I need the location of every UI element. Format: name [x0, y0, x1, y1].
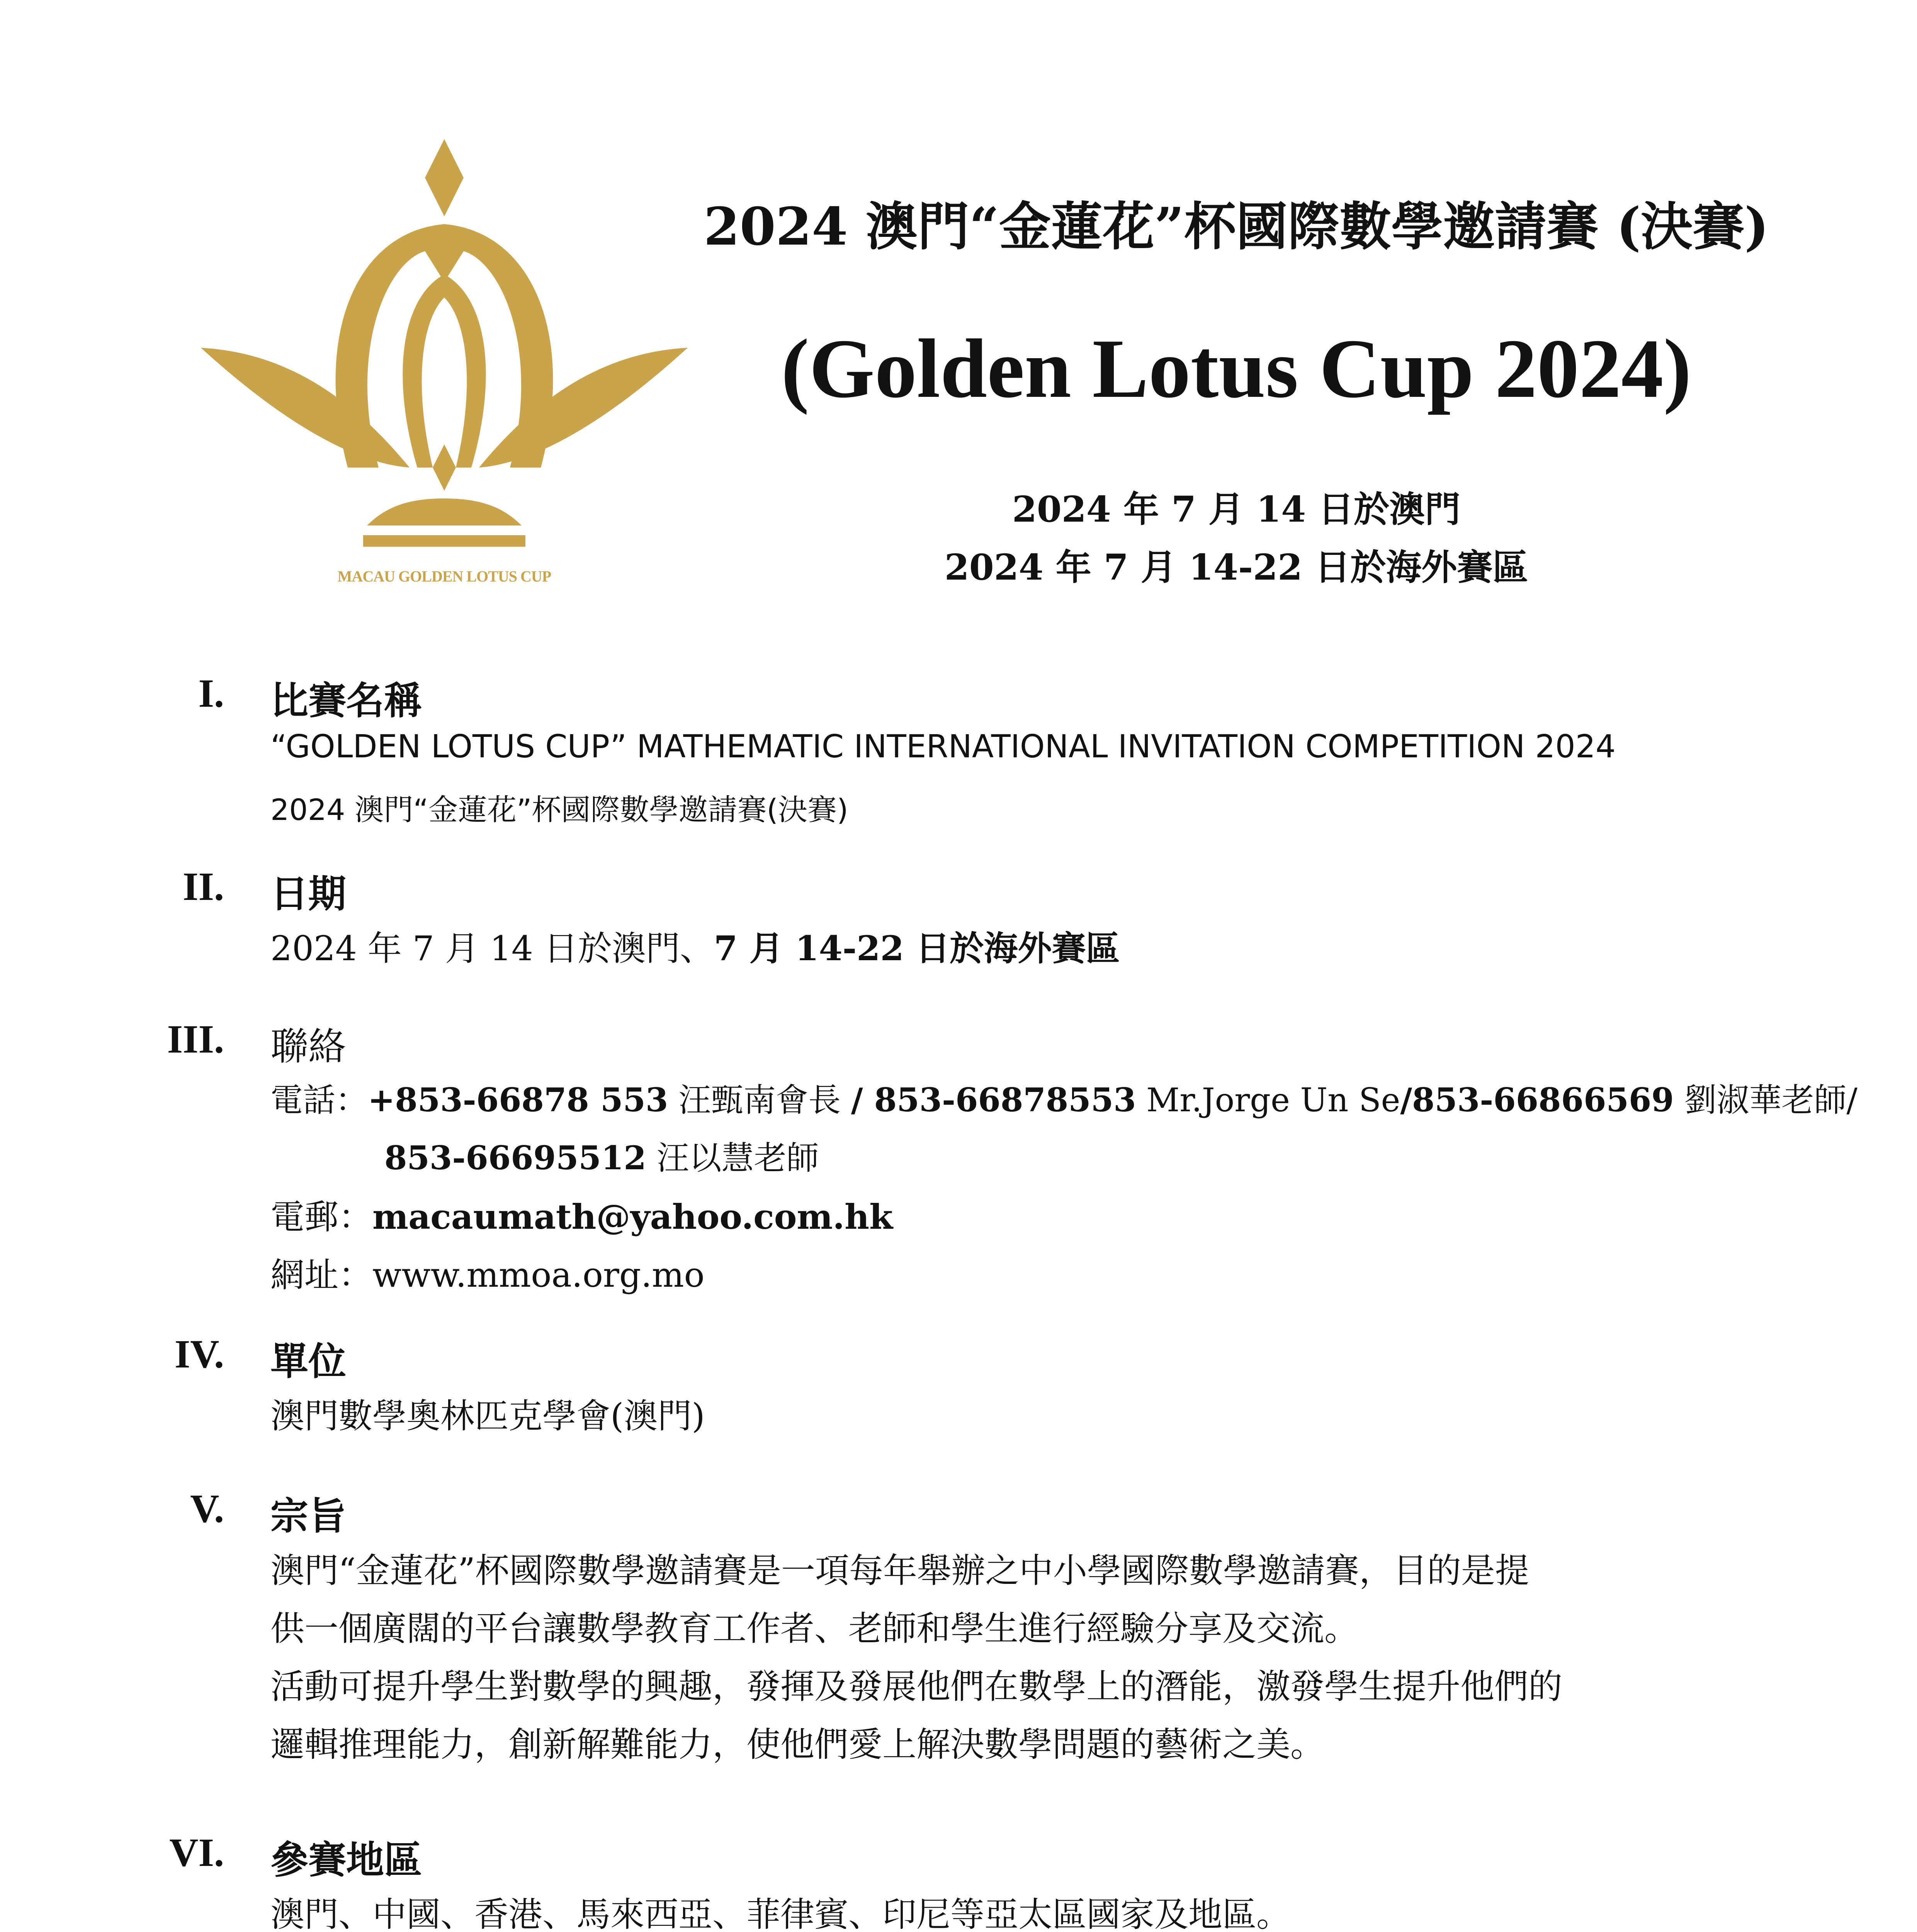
purpose-line: 澳門“金蓮花”杯國際數學邀請賽是一項每年舉辦之中小學國際數學邀請賽，目的是提 — [270, 1551, 1529, 1590]
phone-line — [270, 1074, 1858, 1121]
email-label: 電郵： — [270, 1197, 373, 1237]
contact-name: 劉淑華老師/ — [1674, 1081, 1858, 1119]
date-macau: 2024 年 7 月 14 日於澳門 — [1012, 488, 1461, 530]
date-macau-text: 2024 年 7 月 14 日於澳門、 — [270, 929, 714, 968]
phone-number[interactable]: 853-66695512 — [384, 1139, 646, 1177]
section-title: 聯絡 — [270, 1025, 347, 1069]
purpose-line: 活動可提升學生對數學的興趣，發揮及發展他們在數學上的潛能，激發學生提升他們的 — [270, 1667, 1563, 1706]
section-title: 比賽名稱 — [270, 679, 422, 723]
date-overseas-text: 7 月 14-22 日於海外賽區 — [714, 928, 1120, 968]
phone-number[interactable]: /853-66866569 — [1400, 1081, 1674, 1119]
phone-line-cont — [384, 1132, 819, 1179]
contact-name: 汪甄南會長 — [668, 1081, 851, 1119]
email-link[interactable]: macaumath@yahoo.com.hk — [372, 1197, 893, 1237]
competition-name-zh: 2024 澳門“金蓮花”杯國際數學邀請賽(決賽) — [270, 793, 848, 827]
section-numeral: II. — [183, 864, 224, 909]
purpose-line: 邏輯推理能力，創新解難能力，使他們愛上解決數學問題的藝術之美。 — [270, 1725, 1325, 1764]
email-line — [270, 1190, 893, 1239]
section-numeral: VI. — [169, 1830, 224, 1875]
website-label: 網址： — [270, 1255, 373, 1295]
organizer-name: 澳門數學奧林匹克學會(澳門) — [270, 1396, 705, 1436]
document-title-zh: 2024 澳門“金蓮花”杯國際數學邀請賽 (決賽) — [704, 196, 1769, 257]
competition-dates — [270, 922, 1120, 970]
phone-label: 電話： — [270, 1081, 368, 1119]
purpose-line: 供一個廣闊的平台讓數學教育工作者、老師和學生進行經驗分享及交流。 — [270, 1609, 1359, 1648]
section-title: 日期 — [270, 872, 347, 916]
date-overseas: 2024 年 7 月 14-22 日於海外賽區 — [944, 546, 1528, 588]
competition-name-en: “GOLDEN LOTUS CUP” MATHEMATIC INTERNATIONAL INVITATION COMPETITION 2024 — [270, 728, 1616, 765]
website-line — [270, 1248, 705, 1297]
section-title: 宗旨 — [270, 1494, 347, 1538]
regions-list: 澳門、中國、香港、馬來西亞、菲律賓、印尼等亞太區國家及地區。 — [270, 1895, 1291, 1932]
section-numeral: I. — [198, 671, 224, 716]
phone-number[interactable]: +853-66878 553 — [368, 1081, 668, 1119]
golden-lotus-logo — [193, 135, 695, 611]
section-numeral: V. — [190, 1486, 224, 1531]
website-link[interactable]: www.mmoa.org.mo — [372, 1255, 705, 1295]
document-title-en: (Golden Lotus Cup 2024) — [781, 322, 1692, 415]
phone-number[interactable]: / 853-66878553 — [851, 1081, 1136, 1119]
lotus-icon — [193, 135, 695, 572]
section-title: 單位 — [270, 1339, 347, 1384]
contact-name: 汪以慧老師 — [646, 1139, 819, 1177]
logo-caption: MACAU GOLDEN LOTUS CUP — [337, 568, 551, 585]
section-numeral: III. — [167, 1017, 224, 1061]
section-title: 參賽地區 — [270, 1838, 422, 1882]
contact-name: Mr.Jorge Un Se — [1136, 1081, 1400, 1119]
section-numeral: IV. — [174, 1332, 224, 1376]
